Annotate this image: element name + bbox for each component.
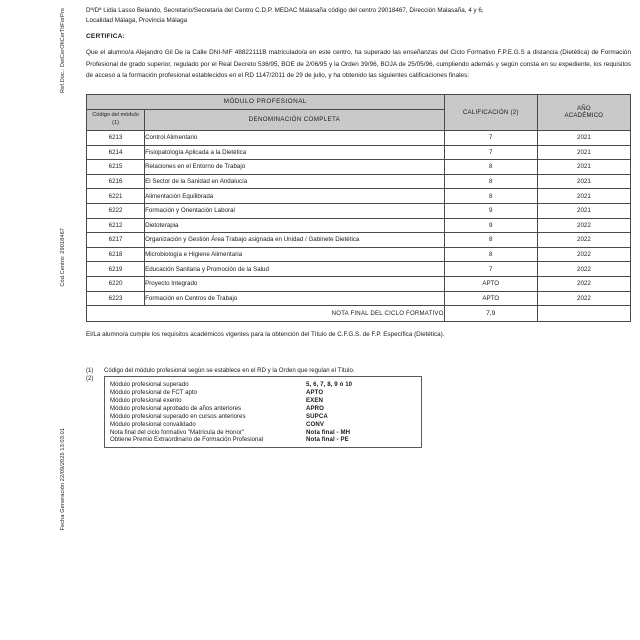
- cell-name: Proyecto Integrado: [145, 276, 445, 291]
- header-anio-line2: ACADÉMICO: [564, 112, 604, 120]
- footnote-1-marker: (1): [86, 367, 94, 375]
- cell-grade: 7: [444, 262, 537, 277]
- table-row: [87, 145, 631, 160]
- legend-item: [110, 381, 421, 389]
- cell-code: 6215: [87, 160, 145, 175]
- cell-name: Formación en Centros de Trabajo: [145, 291, 445, 306]
- final-grade-label: NOTA FINAL DEL CICLO FORMATIVO: [87, 306, 445, 322]
- cell-year: 2022: [537, 233, 630, 248]
- grades-table-body: [87, 130, 631, 305]
- grades-table-head: [87, 94, 631, 130]
- certification-paragraph: Que el alumno/a Alejandro Gil De la Calle DNI-NIF 48822111B matriculado/a en este centro, ha superado las enseñanzas del Ciclo Formativo F.P.E.G.S a distancia (Dietética) de Formación Profesional de grado superior, regulado por el Real Decreto 536/95, BOE de 2/06/95 y la Orden 39/96, BOJA de 25/05/96, cumpliendo además y según consta en su expediente, los requisitos de acceso a la formación profesional establecidos en el RD 1147/2011 de 29 de julio, y ha obtenido las siguientes calificaciones finales:: [86, 49, 631, 80]
- cell-code: 6216: [87, 174, 145, 189]
- cell-grade: 8: [444, 189, 537, 204]
- cell-grade: APTO: [444, 291, 537, 306]
- cell-grade: 9: [444, 203, 537, 218]
- header-line-1: Dª/Dª Lidia Lasso Belando, Secretario/Secretaria del Centro C.D.P. MEDAC Malasaña código del centro 29018467, Dirección Malasaña, 4 y 6,: [86, 7, 484, 14]
- certifica-heading: CERTIFICA:: [86, 33, 125, 41]
- grades-table: [86, 94, 631, 322]
- cell-year: 2022: [537, 218, 630, 233]
- table-row: [87, 291, 631, 306]
- footnotes-section: [86, 366, 632, 448]
- cell-name: Formación y Orientación Laboral: [145, 203, 445, 218]
- legend-item-description: Obtiene Premio Extraordinario de Formación Profesional: [110, 436, 264, 444]
- legend-item: [110, 421, 421, 429]
- cell-name: Microbiología e Higiene Alimentaria: [145, 247, 445, 262]
- cell-year: 2021: [537, 174, 630, 189]
- cell-year: 2022: [537, 291, 630, 306]
- header-codigo-modulo-line1: Código del módulo: [92, 112, 139, 119]
- cell-year: 2022: [537, 262, 630, 277]
- final-grade-row: [87, 306, 631, 322]
- cell-grade: 9: [444, 218, 537, 233]
- table-row: [87, 203, 631, 218]
- cell-year: 2021: [537, 160, 630, 175]
- table-row: [87, 262, 631, 277]
- cell-grade: 8: [444, 247, 537, 262]
- legend-item-code: CONV: [306, 420, 325, 428]
- legend-item: [110, 389, 421, 397]
- header-codigo-modulo: [87, 109, 145, 130]
- header-modulo-profesional: MÓDULO PROFESIONAL: [87, 94, 445, 109]
- footnote-1-text: Código del módulo profesional según se establece en el RD y la Orden que regulan el Título.: [104, 367, 355, 375]
- document-sheet: [86, 0, 632, 448]
- table-row: [87, 247, 631, 262]
- table-row: [87, 160, 631, 175]
- footnote-1: [86, 366, 632, 375]
- legend-item: [110, 436, 421, 444]
- legend-item-code: EXEN: [306, 396, 323, 404]
- cell-year: 2022: [537, 276, 630, 291]
- legend-item-code: Nota final - MH: [306, 428, 351, 436]
- margin-label-cod-centro: Cód.Centro: 29018467: [60, 228, 66, 287]
- table-row: [87, 218, 631, 233]
- cell-code: 6223: [87, 291, 145, 306]
- header-calificacion: CALIFICACIÓN (2): [462, 108, 519, 116]
- legend-box: [104, 376, 422, 448]
- cell-code: 6219: [87, 262, 145, 277]
- cell-name: Control Alimentario: [145, 130, 445, 145]
- cell-year: 2021: [537, 145, 630, 160]
- cell-code: 6214: [87, 145, 145, 160]
- cell-grade: 7: [444, 145, 537, 160]
- table-row: [87, 276, 631, 291]
- cell-grade: 7: [444, 130, 537, 145]
- cell-name: Relaciones en el Entorno de Trabajo: [145, 160, 445, 175]
- legend-item-description: Módulo profesional de FCT apto: [110, 389, 197, 396]
- legend-item-description: Módulo profesional convalidado: [110, 420, 196, 428]
- cell-year: 2022: [537, 247, 630, 262]
- cell-name: Fisiopatología Aplicada a la Dietética: [145, 145, 445, 160]
- cell-grade: 8: [444, 174, 537, 189]
- final-grade-blank: [537, 306, 630, 322]
- cell-name: Educación Sanitaria y Promoción de la Salud: [145, 262, 445, 277]
- legend-item-code: Nota final - PE: [306, 436, 349, 444]
- legend-item: [110, 397, 421, 405]
- legend-item: [110, 405, 421, 413]
- table-header-row-group: [87, 94, 631, 109]
- cell-year: 2021: [537, 189, 630, 204]
- legend-item-code: 5, 6, 7, 8, 9 ó 10: [306, 381, 353, 389]
- footnote-2-marker: (2): [86, 375, 94, 383]
- legend-item-description: Módulo profesional aprobado de años anteriores: [110, 404, 242, 412]
- table-row: [87, 130, 631, 145]
- margin-label-ref-doc: Ref.Doc.: DetCerOfiCerTitForPro: [60, 8, 66, 93]
- table-row: [87, 189, 631, 204]
- cell-code: 6218: [87, 247, 145, 262]
- legend-item: [110, 413, 421, 421]
- cell-grade: 8: [444, 233, 537, 248]
- final-grade-value: 7,9: [444, 306, 537, 322]
- legend-item-description: Nota final del ciclo formativo "Matrícula de Honor": [110, 428, 245, 436]
- legend-item-code: APTO: [306, 389, 324, 396]
- cell-grade: 8: [444, 160, 537, 175]
- post-table-statement: El/La alumno/a cumple los requisitos académicos vigentes para la obtención del Título de C.F.G.S. de F.P. Específica (Dietética).: [86, 331, 445, 339]
- legend-item-description: Módulo profesional superado en cursos anteriores: [110, 412, 246, 420]
- cell-code: 6213: [87, 130, 145, 145]
- legend-item-description: Módulo profesional superado: [110, 381, 189, 389]
- cell-code: 6212: [87, 218, 145, 233]
- cell-code: 6221: [87, 189, 145, 204]
- cell-year: 2021: [537, 130, 630, 145]
- cell-grade: APTO: [444, 276, 537, 291]
- cell-code: 6220: [87, 276, 145, 291]
- header-codigo-modulo-line2: (1): [112, 119, 119, 126]
- legend-item-description: Módulo profesional exento: [110, 396, 182, 404]
- header-line-2: Localidad Málaga, Provincia Málaga: [86, 16, 188, 24]
- cell-name: Dietoterapia: [145, 218, 445, 233]
- legend-item-code: SUPCA: [306, 412, 328, 420]
- cell-name: Organización y Gestión Área Trabajo asignada en Unidad / Gabinete Dietética: [145, 233, 445, 248]
- cell-year: 2021: [537, 203, 630, 218]
- header-denominacion-completa: DENOMINACIÓN COMPLETA: [145, 109, 445, 130]
- grades-table-foot: [87, 306, 631, 322]
- cell-code: 6217: [87, 233, 145, 248]
- table-row: [87, 174, 631, 189]
- header-block: [86, 0, 632, 25]
- table-row: [87, 233, 631, 248]
- header-anio-line1: AÑO: [576, 105, 591, 113]
- cell-code: 6222: [87, 203, 145, 218]
- cell-name: El Sector de la Sanidad en Andalucía: [145, 174, 445, 189]
- margin-label-fecha-generacion: Fecha Generación 22/09/2025 13:03:01: [60, 428, 66, 531]
- legend-item-code: APRO: [306, 404, 325, 412]
- legend-item: [110, 429, 421, 437]
- cell-name: Alimentación Equilibrada: [145, 189, 445, 204]
